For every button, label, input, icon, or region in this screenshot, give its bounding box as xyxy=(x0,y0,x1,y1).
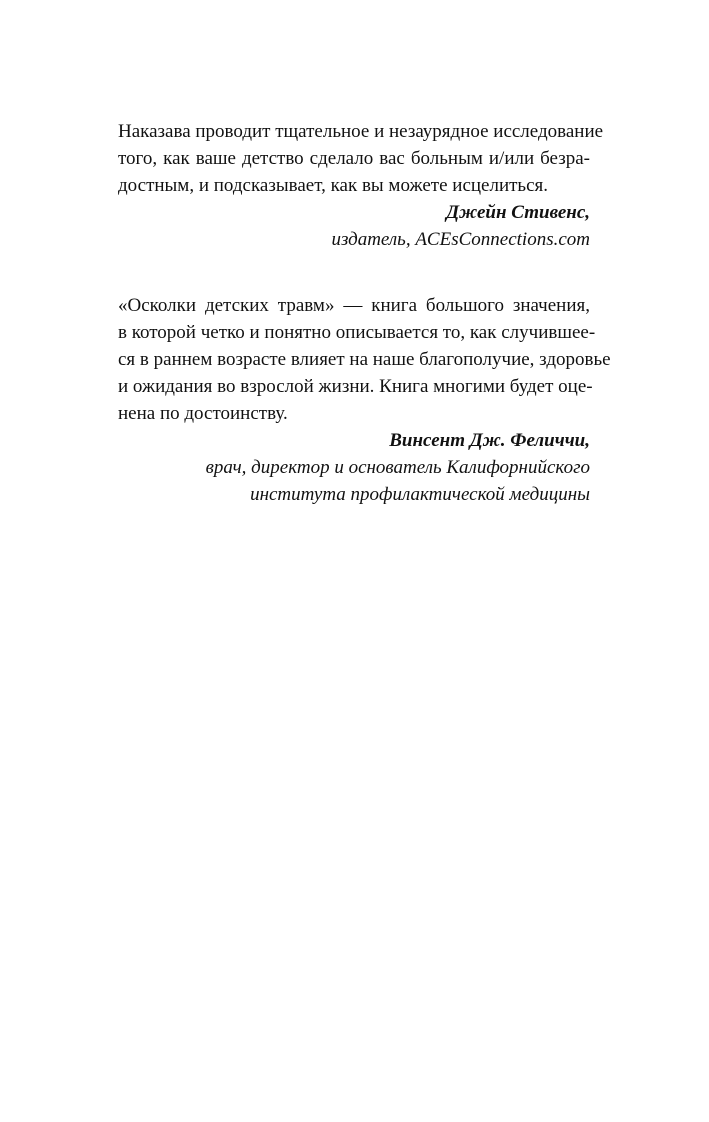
quote-line: «Осколки детских травм» — книга большого значения, xyxy=(118,295,590,316)
author-role: института профилактической медицины xyxy=(250,484,590,505)
quote-text xyxy=(118,292,611,427)
quote-line: ся в раннем возрасте влияет на наше благополучие, здоровье xyxy=(118,349,611,370)
quote-line: и ожидания во взрослой жизни. Книга многими будет оце- xyxy=(118,376,593,397)
quote-text xyxy=(118,118,604,199)
page-content xyxy=(118,118,611,508)
author-role: врач, директор и основатель Калифорнийского xyxy=(205,457,590,478)
quote-line: Наказава проводит тщательное и незаурядное исследование xyxy=(118,121,604,142)
quote-attribution xyxy=(118,427,590,508)
quote-line: в которой четко и понятно описывается то, как случившее- xyxy=(118,322,596,343)
quote-line: нена по достоинству. xyxy=(118,403,288,424)
author-name: Винсент Дж. Феличчи, xyxy=(389,430,590,451)
author-name: Джейн Стивенс, xyxy=(446,202,590,223)
author-role: издатель, ACEsConnections.com xyxy=(331,229,590,250)
quote-line: достным, и подсказывает, как вы можете исцелиться. xyxy=(118,175,549,196)
review-quote xyxy=(118,292,611,508)
quote-line: того, как ваше детство сделало вас больным и/или безра- xyxy=(118,148,590,169)
quote-attribution xyxy=(118,199,590,253)
review-quote xyxy=(118,118,604,253)
